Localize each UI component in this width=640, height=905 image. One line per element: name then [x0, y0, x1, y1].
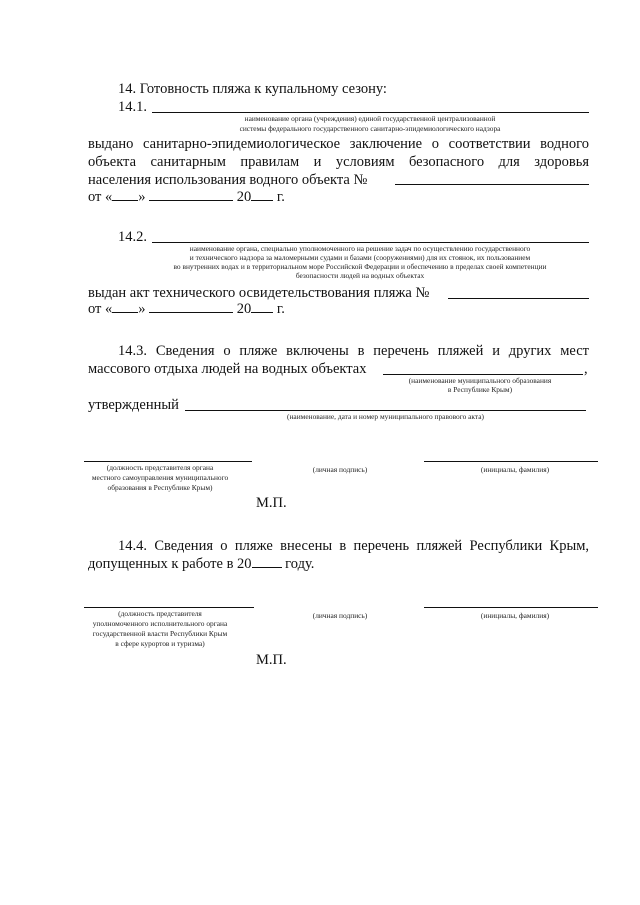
- year-suffix: году.: [285, 556, 315, 572]
- date-line-14-2: [88, 300, 285, 318]
- sig2-position-caption-1: (должность представителя: [118, 609, 202, 618]
- caption-14-1-line1: наименование органа (учреждения) единой государственной централизованной: [244, 114, 496, 123]
- caption-14-2-line4: безопасности людей на водных объектах: [295, 271, 425, 280]
- conclusion-number-field: [395, 184, 589, 185]
- paragraph-14-4-line2: [88, 555, 314, 573]
- signature-position-line: [84, 461, 252, 462]
- date-month-field: [149, 300, 233, 313]
- paragraph-14-1-line3: населения использования водного объекта №: [88, 172, 368, 188]
- paragraph-14-1-line2: объекта санитарным правилам и условиям безопасного для здоровья: [88, 154, 589, 170]
- caption-municipality-line2: в Республике Крым): [447, 385, 513, 394]
- date-year-prefix: 20: [236, 301, 252, 317]
- signature-initials-line-2: [424, 607, 598, 608]
- authority-field-14-2: [152, 242, 589, 243]
- signature-initials-line: [424, 461, 598, 462]
- paragraph-14-3-line2: массового отдыха людей на водных объектах: [88, 361, 367, 377]
- date-month-field: [149, 188, 233, 201]
- caption-14-2-line3: во внутренних водах и в территориальном море Российской Федерации и обеспечению в пределах своей компетенции: [173, 262, 547, 271]
- legal-act-field: [185, 410, 586, 411]
- item-number-14-2: 14.2.: [118, 229, 147, 245]
- paragraph-14-2-line1: выдан акт технического освидетельствования пляжа №: [88, 285, 430, 301]
- date-suffix: г.: [276, 189, 285, 205]
- sig2-position-caption-4: в сфере курортов и туризма): [115, 639, 205, 648]
- caption-14-1-line2: системы федерального государственного санитарно-эпидемиологического надзора: [239, 124, 501, 133]
- sig1-position-caption-3: образования в Республике Крым): [107, 483, 213, 492]
- date-ot: от «: [88, 189, 113, 205]
- date-suffix: г.: [276, 301, 285, 317]
- sig1-position-caption-1: (должность представителя органа: [106, 463, 214, 472]
- caption-municipality-line1: (наименование муниципального образования: [408, 376, 552, 385]
- caption-14-2-line2: и технического надзора за маломерными судами и базами (сооружениями) для их стоянок, их пользованием: [189, 253, 531, 262]
- item-number-14-1: 14.1.: [118, 99, 147, 115]
- section-heading: 14. Готовность пляжа к купальному сезону:: [118, 81, 387, 97]
- date-line-14-1: [88, 188, 285, 206]
- sig1-position-caption-2: местного самоуправления муниципального: [91, 473, 229, 482]
- approved-label: утвержденный: [88, 397, 179, 413]
- date-year-prefix: 20: [236, 189, 252, 205]
- date-year-field: [251, 188, 273, 201]
- sig1-personal-signature-caption: (личная подпись): [312, 465, 368, 474]
- sig2-personal-signature-caption: (личная подпись): [312, 611, 368, 620]
- stamp-place-1: М.П.: [256, 495, 287, 511]
- comma: ,: [584, 361, 588, 377]
- year-field: [252, 555, 282, 568]
- date-ot: от «: [88, 301, 113, 317]
- date-year-field: [251, 300, 273, 313]
- paragraph-14-4-line1: 14.4. Сведения о пляже внесены в перечень пляжей Республики Крым,: [118, 538, 589, 554]
- authority-field-14-1: [152, 112, 589, 113]
- paragraph-14-1-line1: выдано санитарно-эпидемиологическое заключение о соответствии водного: [88, 136, 589, 152]
- sig2-initials-caption: (инициалы, фамилия): [480, 611, 550, 620]
- date-day-field: [112, 300, 138, 313]
- signature-position-line-2: [84, 607, 254, 608]
- act-number-field: [448, 298, 589, 299]
- caption-legal-act: (наименование, дата и номер муниципального правового акта): [287, 412, 484, 421]
- date-quote-close: »: [138, 301, 146, 317]
- caption-14-2-line1: наименование органа, специально уполномоченного на решение задач по осуществлению государственного: [189, 244, 531, 253]
- date-quote-close: »: [138, 189, 146, 205]
- date-day-field: [112, 188, 138, 201]
- stamp-place-2: М.П.: [256, 652, 287, 668]
- sig1-initials-caption: (инициалы, фамилия): [480, 465, 550, 474]
- municipality-field: [383, 374, 583, 375]
- sig2-position-caption-3: государственной власти Республики Крым: [92, 629, 228, 638]
- sig2-position-caption-2: уполномоченного исполнительного органа: [92, 619, 228, 628]
- year-prefix: допущенных к работе в 20: [88, 556, 252, 572]
- paragraph-14-3-line1: 14.3. Сведения о пляже включены в перечень пляжей и других мест: [118, 343, 589, 359]
